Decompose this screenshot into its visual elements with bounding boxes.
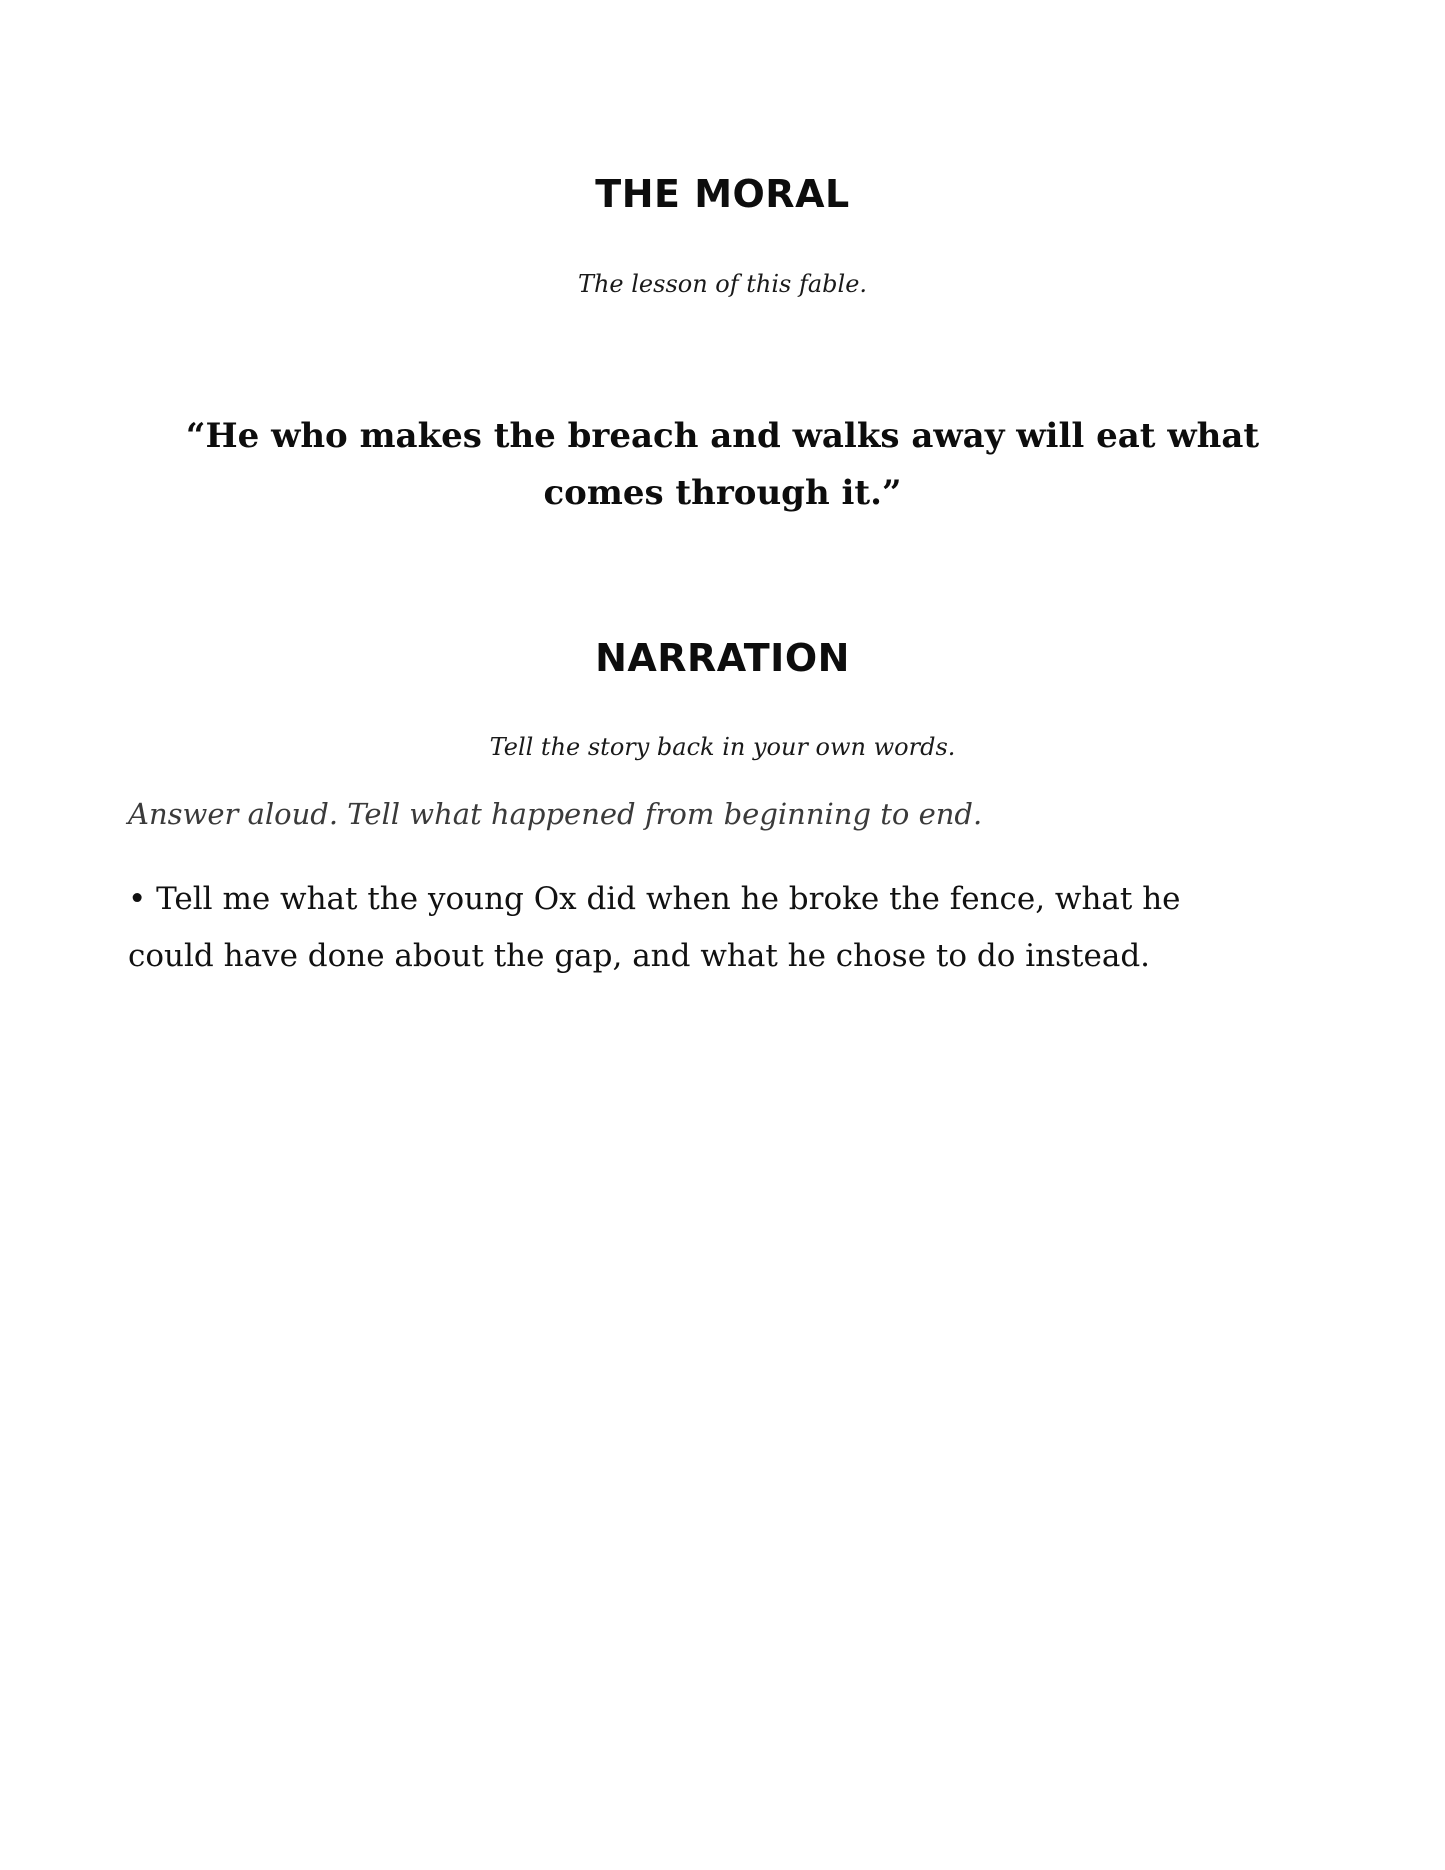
narration-prompt: • Tell me what the young Ox did when he broke the fence, what he could have done about the gap, and what he chose to do instead. [128, 881, 1181, 974]
moral-quote: “He who makes the breach and walks away will eat what comes through it.” [185, 416, 1260, 513]
narration-subtitle: Tell the story back in your own words. [489, 733, 956, 761]
narration-instruction: Answer aloud. Tell what happened from beginning to end. [128, 797, 983, 831]
moral-heading: THE MORAL [595, 172, 850, 216]
narration-heading: NARRATION [595, 636, 850, 680]
moral-subtitle: The lesson of this fable. [577, 270, 868, 298]
